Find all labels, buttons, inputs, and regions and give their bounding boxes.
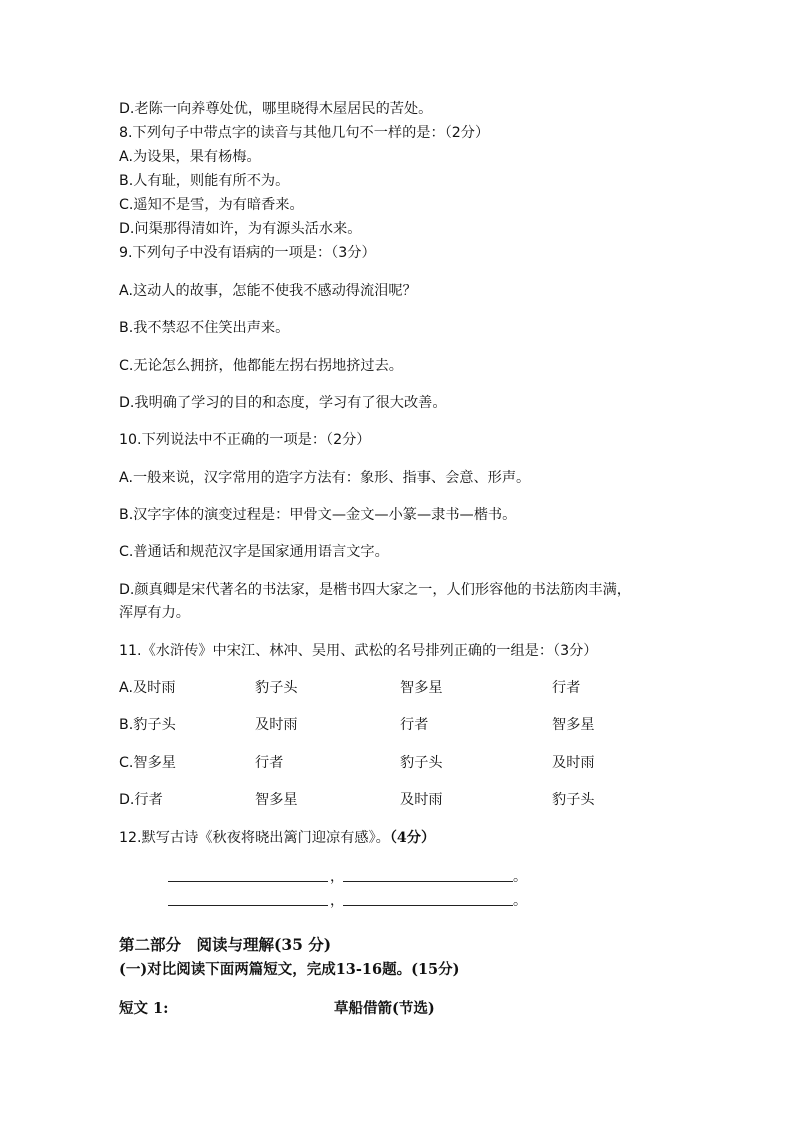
q11-stem: 11.《水浒传》中宋江、林冲、吴用、武松的名号排列正确的一组是：（3分） (119, 643, 598, 659)
q11-row-b-col4: 智多星 (552, 717, 595, 733)
q12-period-1: 。 (513, 869, 527, 885)
q11-row-c-label: C.智多星 (119, 755, 176, 771)
q12-blank-2[interactable] (343, 881, 513, 882)
q11-row-a-col2: 豹子头 (255, 680, 298, 696)
q10-option-b: B.汉字字体的演变过程是：甲骨文—金文—小篆—隶书—楷书。 (119, 507, 517, 523)
q12-blank-3[interactable] (168, 905, 328, 906)
q11-row-c-col4: 及时雨 (552, 755, 595, 771)
q8-option-c: C.遥知不是雪，为有暗香来。 (119, 197, 304, 213)
q11-row-a-label: A.及时雨 (119, 680, 176, 696)
q11-row-b-label: B.豹子头 (119, 717, 176, 733)
part2-subtitle: (一)对比阅读下面两篇短文，完成13-16题。(15分) (119, 961, 460, 978)
q12-score: （4分） (389, 830, 436, 846)
text1-title: 草船借箭(节选) (334, 1000, 435, 1017)
q10-stem: 10.下列说法中不正确的一项是：（2分） (119, 432, 371, 448)
q12-comma-1: ， (330, 869, 344, 885)
q9-option-d: D.我明确了学习的目的和态度，学习有了很大改善。 (119, 395, 447, 411)
q10-option-d-line1: D.颜真卿是宋代著名的书法家，是楷书四大家之一，人们形容他的书法筋肉丰满， (119, 582, 631, 598)
q11-row-b-col3: 行者 (400, 717, 429, 733)
q8-option-d: D.问渠那得清如许，为有源头活水来。 (119, 221, 362, 237)
part2-title: 第二部分 阅读与理解(35 分) (119, 935, 332, 954)
q12-stem (119, 828, 699, 848)
q8-stem: 8.下列句子中带点字的读音与其他几句不一样的是：（2分） (119, 125, 490, 141)
q11-row-c-col2: 行者 (255, 755, 284, 771)
q12-comma-2: ， (330, 893, 344, 909)
q9-option-a: A.这动人的故事，怎能不使我不感动得流泪呢？ (119, 283, 417, 299)
q11-row-c-col3: 豹子头 (400, 755, 443, 771)
q11-row-b-col2: 及时雨 (255, 717, 298, 733)
q9-stem: 9.下列句子中没有语病的一项是：（3分） (119, 245, 376, 261)
q11-row-a-col4: 行者 (552, 680, 581, 696)
q10-option-a: A.一般来说，汉字常用的造字方法有：象形、指事、会意、形声。 (119, 470, 531, 486)
q9-option-b: B.我不禁忍不住笑出声来。 (119, 320, 290, 336)
q12-blank-4[interactable] (343, 905, 513, 906)
q7-option-d: D.老陈一向养尊处优，哪里晓得木屋居民的苦处。 (119, 101, 433, 117)
q10-option-c: C.普通话和规范汉字是国家通用语言文字。 (119, 544, 389, 560)
q11-row-d-label: D.行者 (119, 792, 163, 808)
q10-option-d-line2: 浑厚有力。 (119, 605, 190, 621)
q12-period-2: 。 (513, 893, 527, 909)
q8-option-a: A.为设果，果有杨梅。 (119, 149, 261, 165)
q9-option-c: C.无论怎么拥挤，他都能左拐右拐地挤过去。 (119, 358, 403, 374)
q12-blank-1[interactable] (168, 881, 328, 882)
q12-stem-text: 12.默写古诗《秋夜将晓出篱门迎凉有感》。 (119, 830, 390, 846)
q11-row-a-col3: 智多星 (400, 680, 443, 696)
text1-label: 短文 1: (119, 1000, 169, 1017)
q11-row-d-col4: 豹子头 (552, 792, 595, 808)
q11-row-d-col2: 智多星 (255, 792, 298, 808)
q11-row-d-col3: 及时雨 (400, 792, 443, 808)
q8-option-b: B.人有耻，则能有所不为。 (119, 173, 290, 189)
